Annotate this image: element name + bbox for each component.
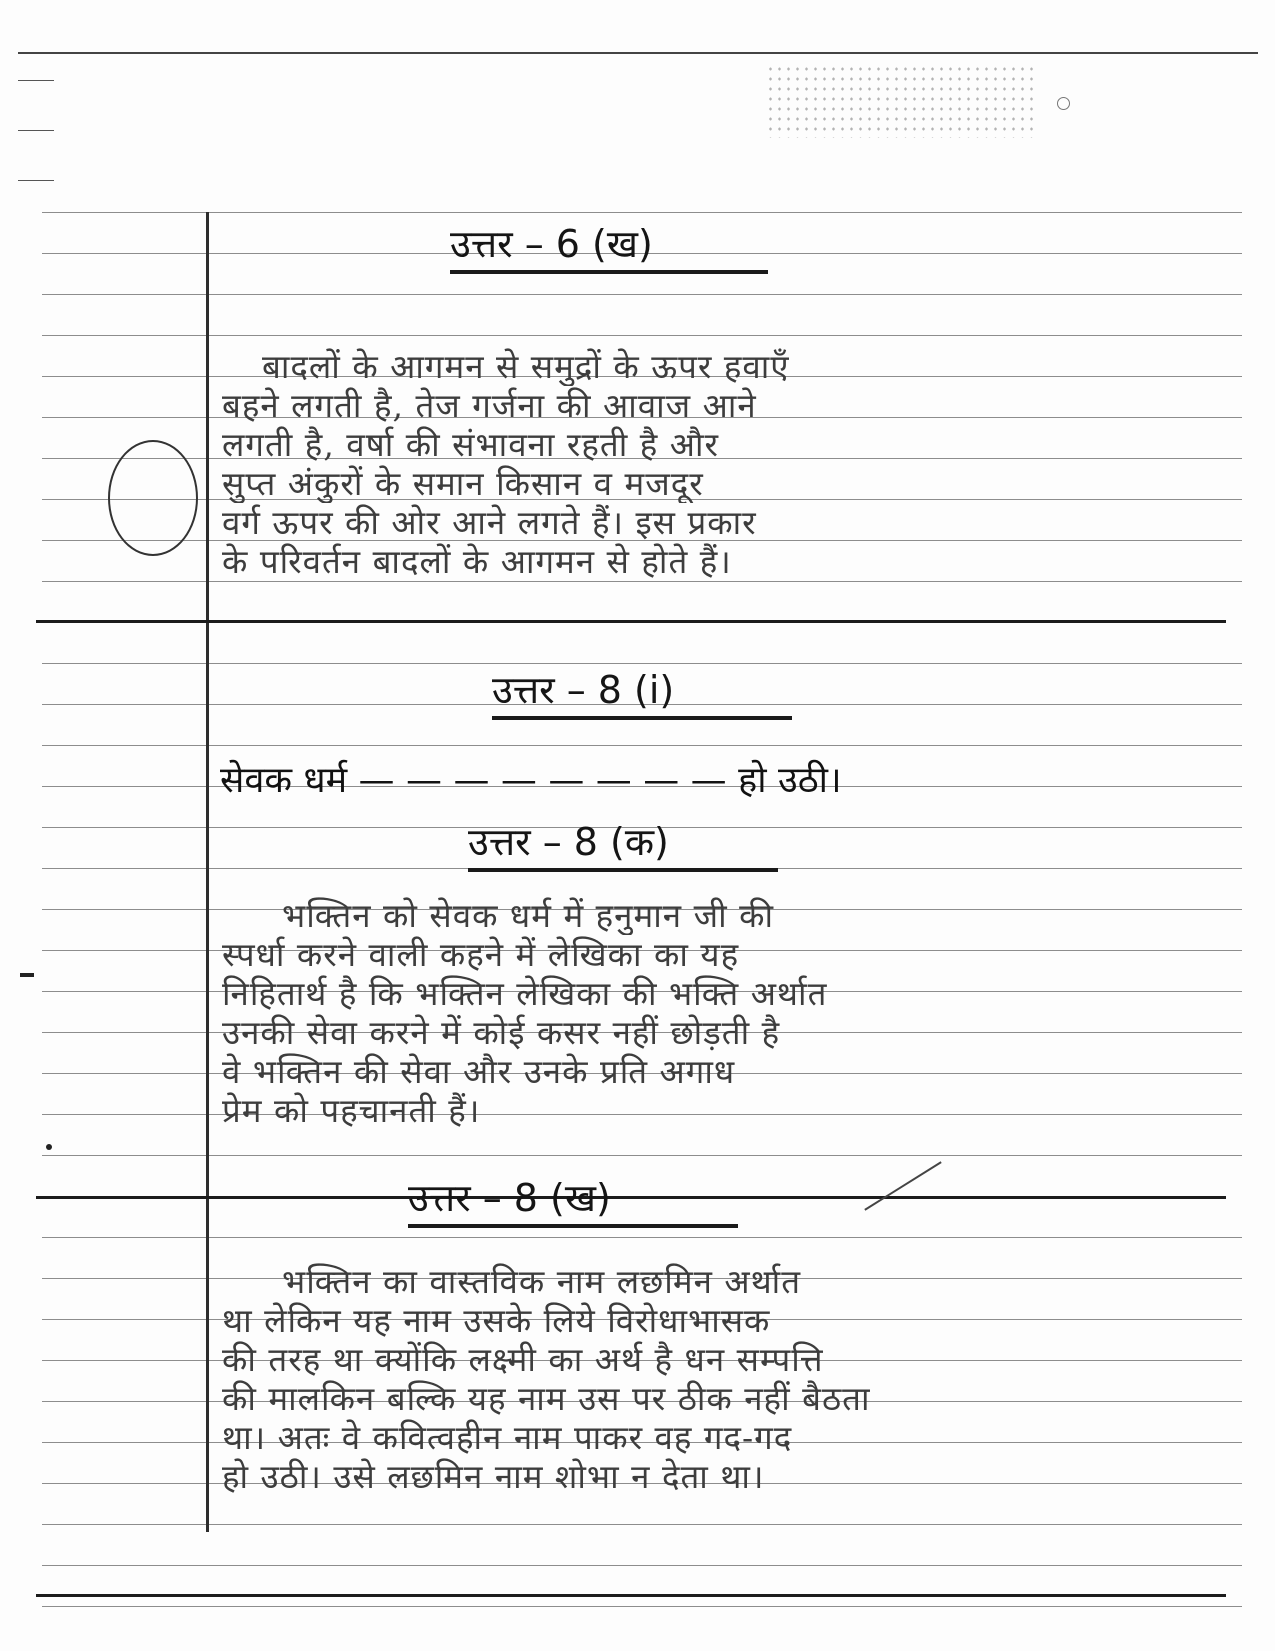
answer-paragraph <box>222 347 1182 581</box>
section-separator <box>36 1594 1226 1597</box>
text-line: था। अतः वे कवित्वहीन नाम पाकर वह गद-गद <box>222 1418 793 1457</box>
stamp-circle-mark <box>1057 97 1070 110</box>
text-line: बादलों के आगमन से समुद्रों के ऊपर हवाएँ <box>262 347 790 386</box>
margin-line <box>206 212 209 1532</box>
text-line: स्पर्धा करने वाली कहने में लेखिका का यह <box>222 935 740 974</box>
ruled-line <box>42 581 1242 582</box>
ruled-line <box>42 294 1242 295</box>
check-mark <box>864 1161 941 1210</box>
ruled-line <box>42 1606 1242 1607</box>
edge-mark <box>18 130 54 131</box>
ruled-line <box>42 1237 1242 1238</box>
margin-dash <box>20 973 34 977</box>
circled-mark <box>108 440 198 556</box>
ruled-line <box>42 663 1242 664</box>
answer-heading: उत्तर – 6 (ख) <box>450 222 768 274</box>
answer-paragraph <box>222 896 1182 1130</box>
text-line: भक्तिन को सेवक धर्म में हनुमान जी की <box>282 896 774 935</box>
ruled-line <box>42 335 1242 336</box>
text-line: के परिवर्तन बादलों के आगमन से होते हैं। <box>222 542 732 581</box>
text-line: उनकी सेवा करने में कोई कसर नहीं छोड़ती है <box>222 1013 781 1052</box>
answer-heading: उत्तर – 8 (i) <box>492 668 792 720</box>
text-line: प्रेम को पहचानती हैं। <box>222 1091 481 1130</box>
text-line: निहितार्थ है कि भक्तिन लेखिका की भक्ति अर्थात <box>222 974 828 1013</box>
dotted-stamp-mark <box>766 64 1036 138</box>
ruled-line <box>42 745 1242 746</box>
text-line: वर्ग ऊपर की ओर आने लगते हैं। इस प्रकार <box>222 503 757 542</box>
answer-paragraph <box>222 1262 1182 1496</box>
text-line: हो उठी। उसे लछमिन नाम शोभा न देता था। <box>222 1457 765 1496</box>
edge-mark <box>18 180 54 181</box>
page-top-edge <box>18 52 1258 54</box>
ruled-line <box>42 1565 1242 1566</box>
ruled-line <box>42 212 1242 213</box>
margin-dot <box>46 1144 52 1150</box>
text-line: था लेकिन यह नाम उसके लिये विरोधाभासक <box>222 1301 771 1340</box>
text-line: सुप्त अंकुरों के समान किसान व मजदूर <box>222 464 704 503</box>
ruled-line <box>42 1524 1242 1525</box>
answer-heading: उत्तर – 8 (ख) <box>408 1176 738 1228</box>
fill-in-answer: सेवक धर्म — — — — — — — — हो उठी। <box>220 760 842 801</box>
text-line: बहने लगती है, तेज गर्जना की आवाज आने <box>222 386 757 425</box>
text-line: भक्तिन का वास्तविक नाम लछमिन अर्थात <box>282 1262 802 1301</box>
ruled-line <box>42 1155 1242 1156</box>
text-line: की तरह था क्योंकि लक्ष्मी का अर्थ है धन सम्पत्ति <box>222 1340 824 1379</box>
section-separator <box>36 620 1226 623</box>
text-line: वे भक्तिन की सेवा और उनके प्रति अगाध <box>222 1052 736 1091</box>
text-line: की मालकिन बल्कि यह नाम उस पर ठीक नहीं बैठता <box>222 1379 871 1418</box>
edge-mark <box>18 80 54 81</box>
answer-heading: उत्तर – 8 (क) <box>468 820 778 872</box>
text-line: लगती है, वर्षा की संभावना रहती है और <box>222 425 720 464</box>
